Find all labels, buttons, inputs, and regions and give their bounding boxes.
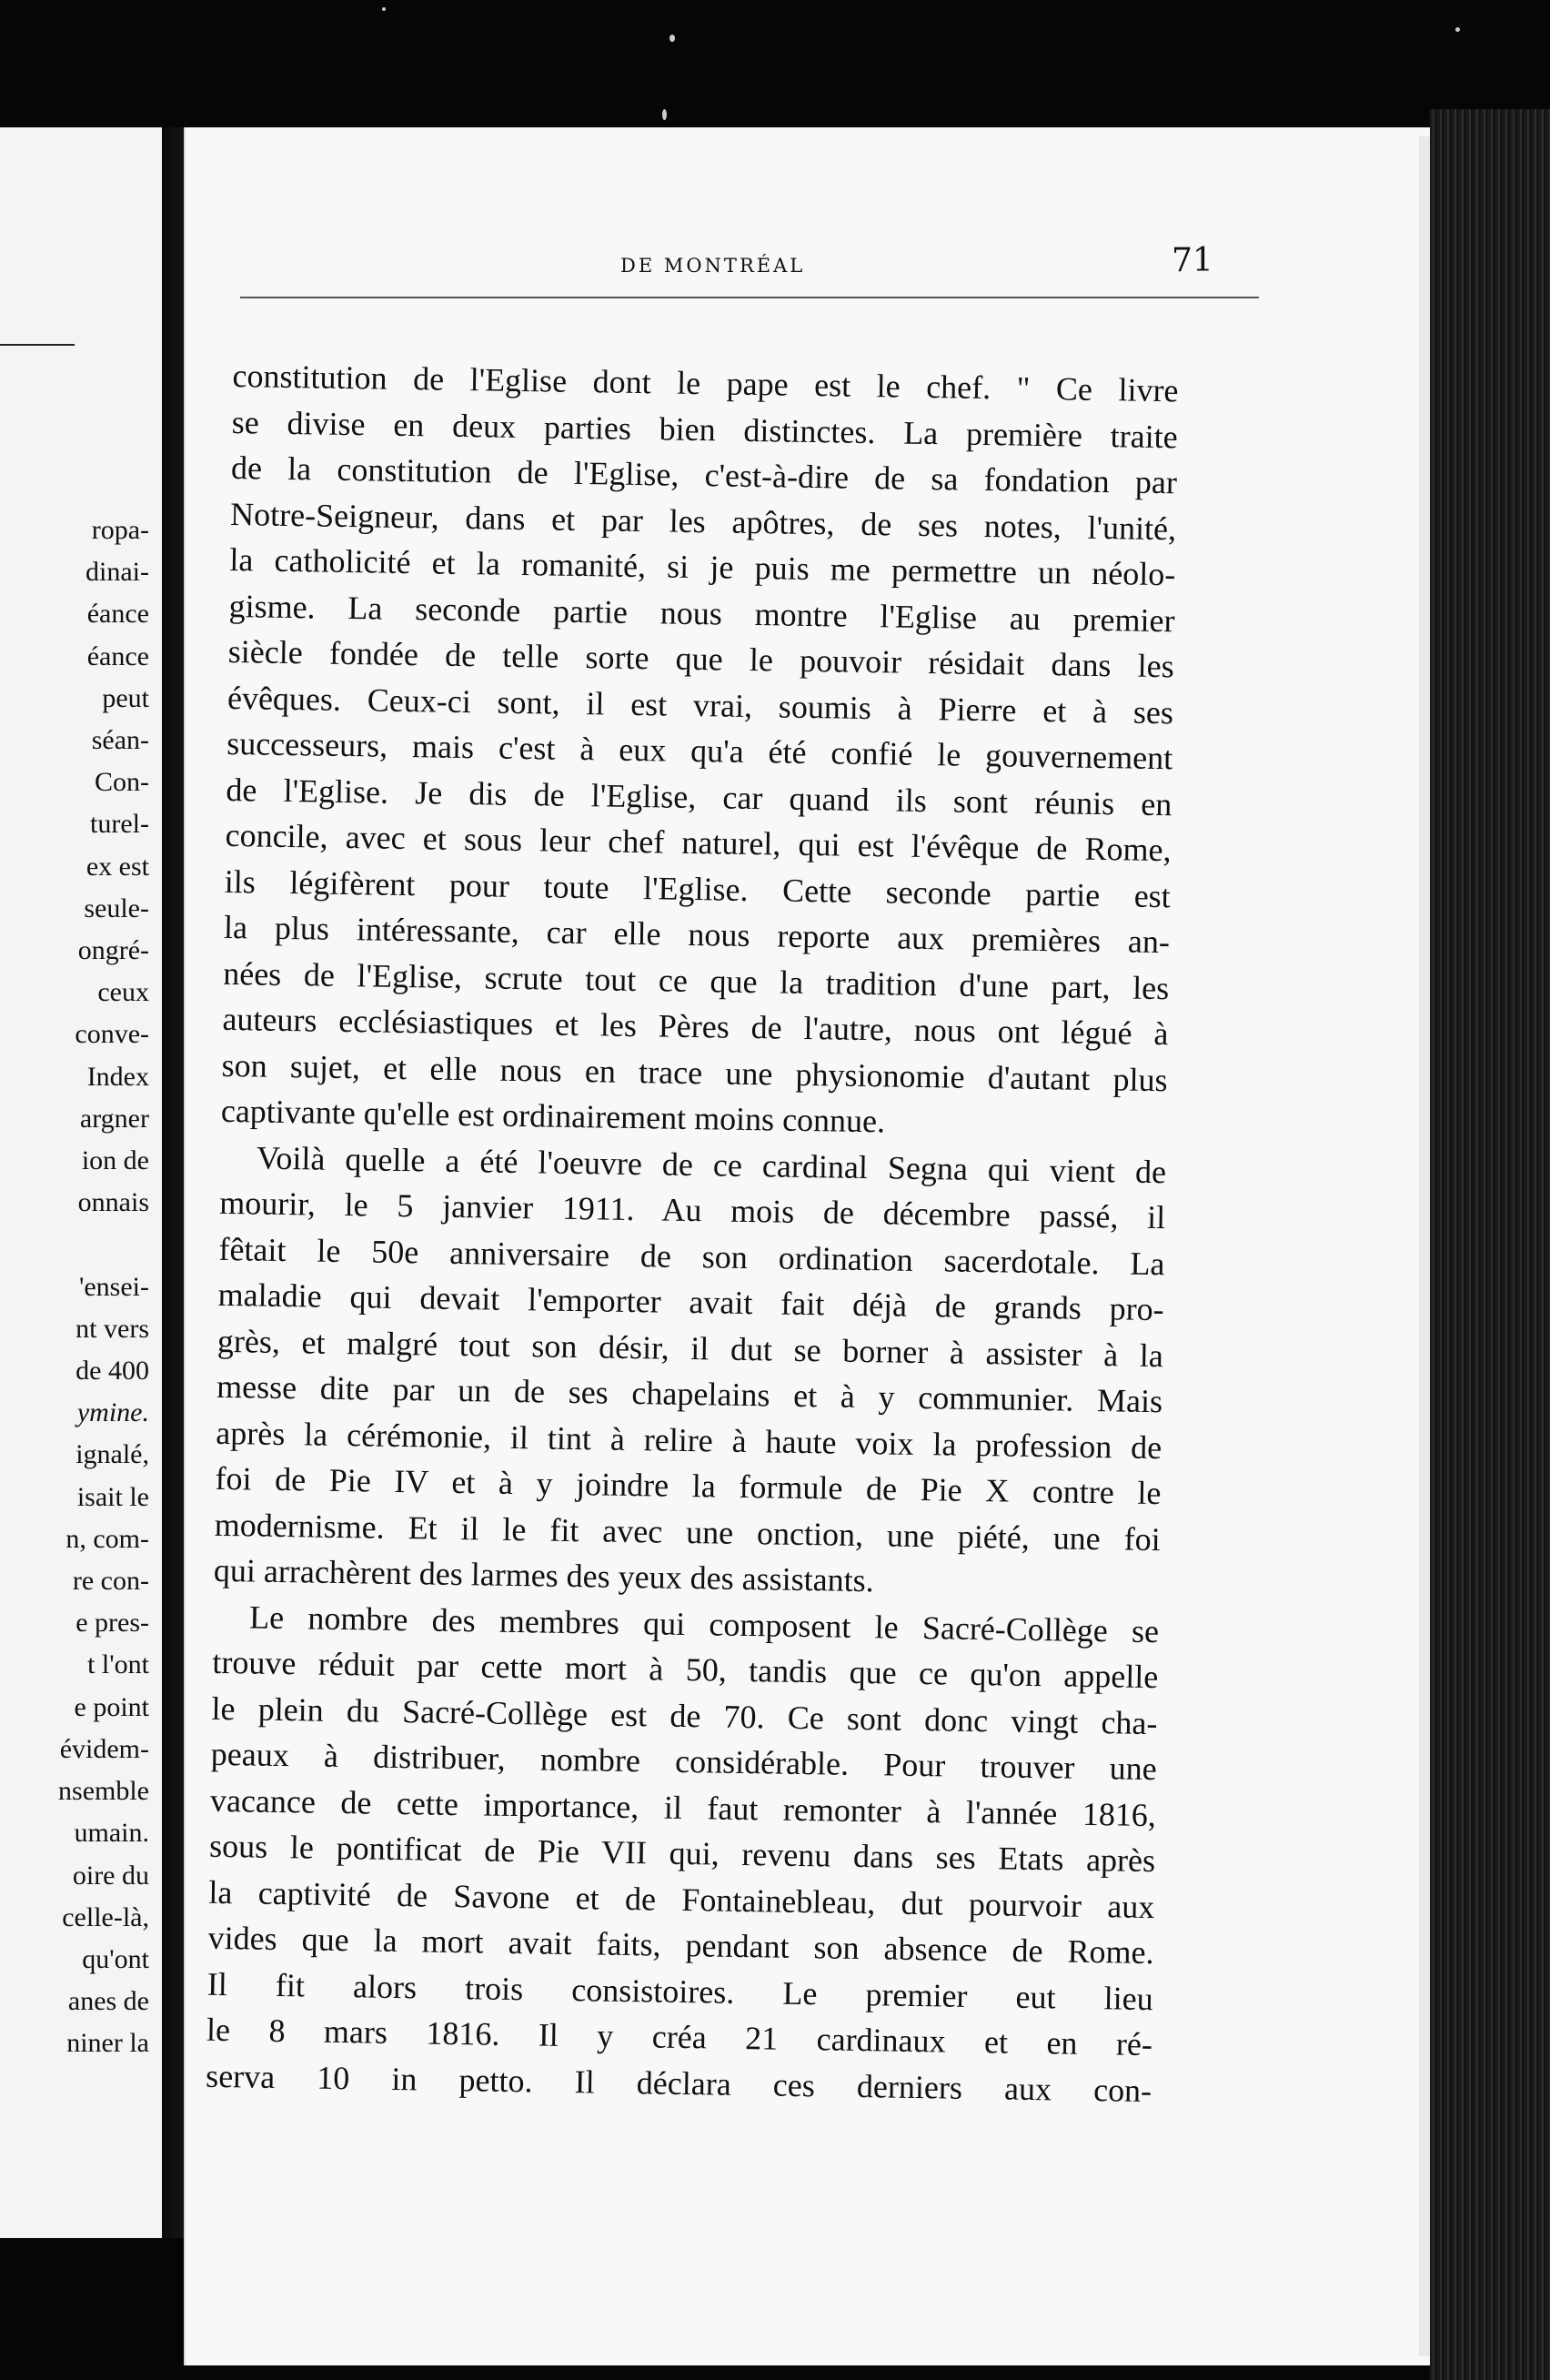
left-text-line: éance xyxy=(86,599,149,630)
text-line: ils légifèrent pour toute l'Eglise. Cette seconde partie est xyxy=(224,862,1172,914)
left-text-line: n, com- xyxy=(65,1523,149,1554)
text-line: Le nombre des membres qui composent le Sacré-Collège se xyxy=(248,1598,1160,1649)
text-line: Notre-Seigneur, dans et par les apôtres, de ses notes, l'unité, xyxy=(229,495,1177,547)
left-text-line: évidem- xyxy=(59,1733,149,1764)
text-line: captivante qu'elle est ordinairement moins connue. xyxy=(220,1092,886,1140)
text-line: le 8 mars 1816. Il y créa 21 cardinaux et en ré- xyxy=(206,2011,1153,2063)
text-line: siècle fondée de telle sorte que le pouvoir résidait dans les xyxy=(227,632,1175,685)
text-line: qui arrachèrent des larmes des yeux des assistants. xyxy=(213,1551,874,1599)
dust-speck xyxy=(662,109,667,120)
left-text-line: niner la xyxy=(66,2028,149,2059)
left-text-line: qu'ont xyxy=(82,1943,149,1974)
running-head-title: DE MONTRÉAL xyxy=(620,255,806,277)
text-line: grès, et malgré tout son désir, il dut se borner à assister à la xyxy=(216,1322,1164,1374)
left-text-line: nsemble xyxy=(58,1776,149,1807)
text-line: vides que la mort avait faits, pendant son absence de Rome. xyxy=(207,1919,1154,1972)
book-page-edges xyxy=(1430,109,1550,2380)
text-line: après la cérémonie, il tint à relire à haute voix la profession de xyxy=(216,1414,1162,1466)
text-line: la captivité de Savone et de Fontainebleau, dut pourvoir aux xyxy=(208,1873,1155,1925)
body-text xyxy=(206,353,1179,2113)
text-line: Il fit alors trois consistoires. Le premier eut lieu xyxy=(206,1965,1154,2017)
text-line: le plein du Sacré-Collège est de 70. Ce sont donc vingt cha- xyxy=(211,1689,1158,1741)
text-line: se divise en deux parties bien distinctes. La première traite xyxy=(231,403,1178,455)
text-line: messe dite par un de ses chapelains et à y communier. Mais xyxy=(216,1367,1163,1420)
text-line: mourir, le 5 janvier 1911. Au mois de décembre passé, il xyxy=(219,1184,1166,1236)
text-line: nées de l'Eglise, scrute tout ce que la tradition d'une part, les xyxy=(222,954,1170,1006)
text-line: serva 10 in petto. Il déclara ces derniers aux con- xyxy=(205,2057,1152,2109)
text-line: de la constitution de l'Eglise, c'est-à-dire de sa fondation par xyxy=(230,449,1178,501)
left-text-line: séan- xyxy=(91,725,149,756)
left-text-line: de 400 xyxy=(75,1356,149,1387)
left-text-line: onnais xyxy=(77,1187,149,1218)
right-page xyxy=(184,127,1432,2365)
left-text-line: turel- xyxy=(90,809,149,840)
text-line: la catholicité et la romanité, si je puis me permettre un néolo- xyxy=(229,540,1176,593)
left-text-line: celle-là, xyxy=(62,1901,149,1932)
left-text-line: conve- xyxy=(75,1019,149,1050)
dust-speck xyxy=(382,7,386,11)
left-text-line: ymine. xyxy=(76,1397,149,1428)
left-text-line: e point xyxy=(74,1691,149,1722)
text-line: successeurs, mais c'est à eux qu'a été confié le gouvernement xyxy=(226,724,1173,777)
left-text-line: peut xyxy=(102,682,149,713)
text-line: maladie qui devait l'emporter avait fait déjà de grands pro- xyxy=(217,1276,1164,1328)
text-line: modernisme. Et il le fit avec une onction, une piété, une foi xyxy=(214,1506,1161,1558)
text-line: vacance de cette importance, il faut remonter à l'année 1816, xyxy=(209,1781,1157,1833)
page-number: 71 xyxy=(1172,242,1213,279)
dust-speck xyxy=(1455,27,1460,32)
left-text-line: anes de xyxy=(67,1986,149,2017)
left-page-fragment xyxy=(0,127,165,2238)
text-line: de l'Eglise. Je dis de l'Eglise, car quand ils sont réunis en xyxy=(226,771,1173,822)
left-text-line: e pres- xyxy=(75,1608,149,1639)
text-line: fêtait le 50e anniversaire de son ordination sacerdotale. La xyxy=(218,1230,1165,1282)
text-line: trouve réduit par cette mort à 50, tandis que ce qu'on appelle xyxy=(212,1643,1159,1696)
left-text-line: isait le xyxy=(76,1481,149,1512)
text-line: auteurs ecclésiastiques et les Pères de l'autre, nous ont légué à xyxy=(222,1000,1169,1053)
text-line: foi de Pie IV et à y joindre la formule de Pie X contre le xyxy=(215,1459,1162,1512)
left-page-rule xyxy=(0,344,75,346)
left-text-line: nt vers xyxy=(75,1313,149,1344)
text-line: Voilà quelle a été l'oeuvre de ce cardinal Segna qui vient de xyxy=(256,1139,1167,1190)
text-line: concile, avec et sous leur chef naturel, qui est l'évêque de Rome, xyxy=(225,816,1172,869)
left-text-line xyxy=(58,1224,149,1266)
left-text-line: t l'ont xyxy=(87,1649,149,1680)
left-text-line: seule- xyxy=(84,892,149,923)
left-text-line: dinai- xyxy=(86,557,149,588)
left-text-line: oire du xyxy=(72,1860,149,1891)
left-text-line: ex est xyxy=(86,851,149,882)
left-text-line: Index xyxy=(86,1061,149,1092)
text-line: peaux à distribuer, nombre considérable. Pour trouver une xyxy=(210,1735,1157,1788)
text-line: son sujet, et elle nous en trace une physionomie d'autant plus xyxy=(221,1046,1168,1098)
left-text-line: ropa- xyxy=(91,515,149,545)
left-text-line: umain. xyxy=(74,1818,149,1849)
text-line: constitution de l'Eglise dont le pape est le chef. " Ce livre xyxy=(232,357,1179,409)
left-text-line: 'ensei- xyxy=(78,1271,149,1302)
left-text-line: re con- xyxy=(72,1566,149,1597)
left-text-line: ceux xyxy=(97,977,149,1008)
left-text-line: Con- xyxy=(95,767,149,798)
left-text-line: argner xyxy=(79,1103,149,1134)
text-line: gisme. La seconde partie nous montre l'Eglise au premier xyxy=(228,587,1175,639)
left-text-line: ongré- xyxy=(77,935,149,966)
left-text-line: ion de xyxy=(81,1145,149,1176)
dust-speck xyxy=(669,35,675,42)
text-line: la plus intéressante, car elle nous reporte aux premières an- xyxy=(223,908,1171,961)
text-line: sous le pontificat de Pie VII qui, revenu dans ses Etats après xyxy=(208,1827,1156,1880)
header-rule xyxy=(240,297,1259,298)
left-text-line: éance xyxy=(86,640,149,671)
left-text-line: ignalé, xyxy=(75,1439,149,1470)
left-page-text xyxy=(58,509,149,2065)
book-gutter xyxy=(162,127,184,2238)
text-line: évêques. Ceux-ci sont, il est vrai, soumis à Pierre et à ses xyxy=(226,679,1174,731)
